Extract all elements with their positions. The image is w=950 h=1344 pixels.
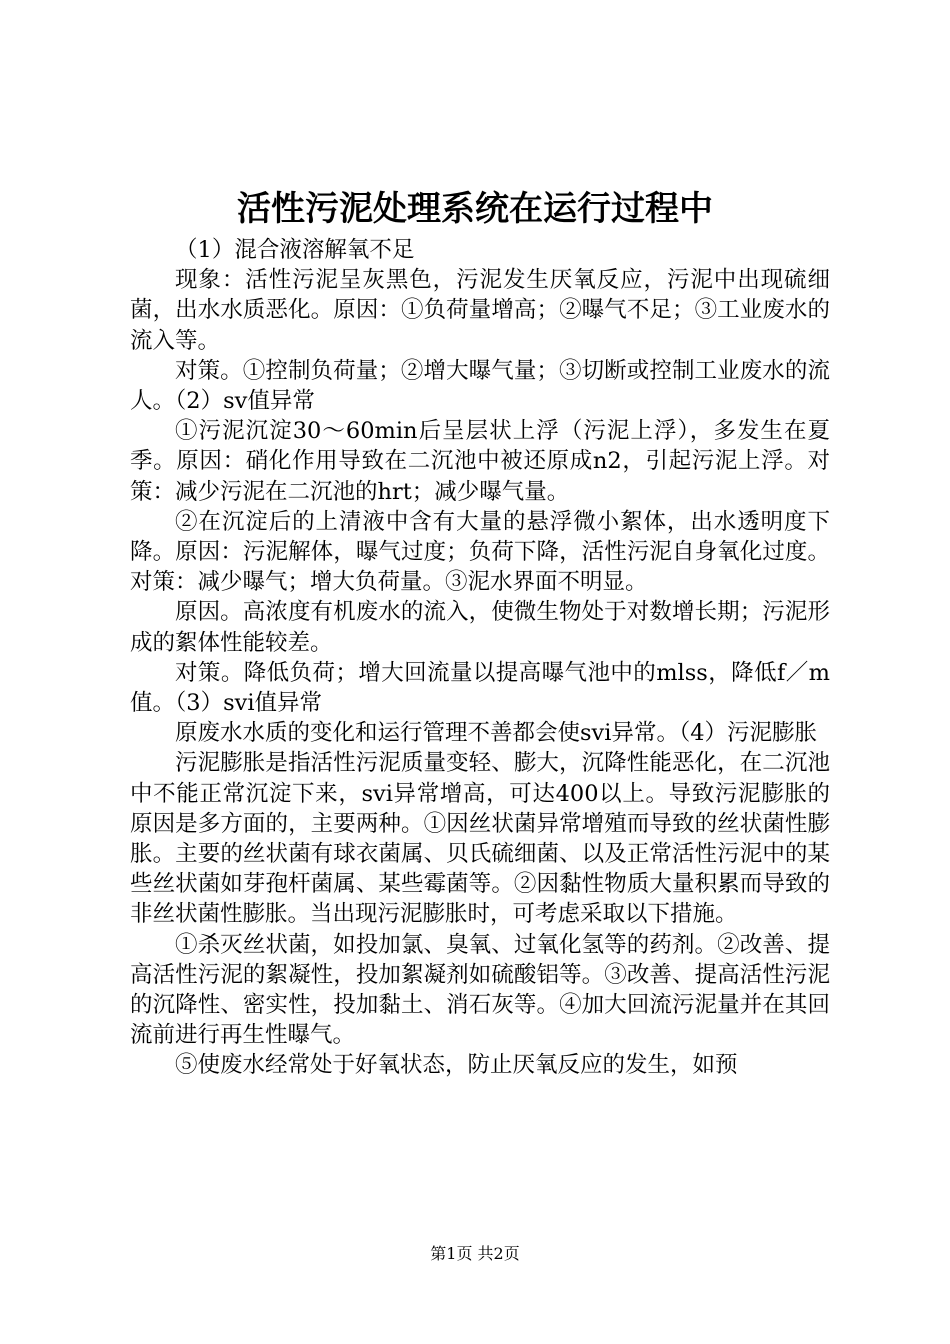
page-number: 第1页 共2页 xyxy=(430,1244,520,1263)
paragraph: 对策。①控制负荷量；②增大曝气量；③切断或控制工业废水的流人。（2）sv值异常 xyxy=(130,357,830,415)
paragraph: ①杀灭丝状菌，如投加氯、臭氧、过氧化氢等的药剂。②改善、提高活性污泥的絮凝性，投加絮凝剂如硫酸铝等。③改善、提高活性污泥的沉降性、密实性，投加黏土、消石灰等。④加大回流污泥量并在其回流前进行再生性曝气。 xyxy=(130,931,830,1049)
paragraph: 原废水水质的变化和运行管理不善都会使svi异常。（4）污泥膨胀 xyxy=(175,720,818,747)
document-title: 活性污泥处理系统在运行过程中 xyxy=(237,189,713,229)
paragraph: （1）混合液溶解氧不足 xyxy=(175,237,415,263)
paragraph: 现象：活性污泥呈灰黑色，污泥发生厌氧反应，污泥中出现硫细菌，出水水质恶化。原因：①负荷量增高；②曝气不足；③工业废水的流入等。 xyxy=(130,267,830,354)
paragraph: ⑤使废水经常处于好氧状态，防止厌氧反应的发生，如预 xyxy=(175,1052,738,1079)
paragraph: 对策。降低负荷；增大回流量以提高曝气池中的mlss，降低f／m值。（3）svi值异常 xyxy=(130,659,830,717)
document-body xyxy=(130,235,830,1081)
paragraph: ②在沉淀后的上清液中含有大量的悬浮微小絮体，出水透明度下降。原因：污泥解体，曝气过度；负荷下降，活性污泥自身氧化过度。对策：减少曝气；增大负荷量。③泥水界面不明显。 xyxy=(130,508,830,596)
paragraph: 原因。高浓度有机废水的流入，使微生物处于对数增长期；污泥形成的絮体性能较差。 xyxy=(130,599,830,656)
paragraph: ①污泥沉淀30～60min后呈层状上浮（污泥上浮），多发生在夏季。原因：硝化作用导致在二沉池中被还原成n2，引起污泥上浮。对策：减少污泥在二沉池的hrt；减少曝气量。 xyxy=(130,418,830,505)
paragraph: 污泥膨胀是指活性污泥质量变轻、膨大，沉降性能恶化，在二沉池中不能正常沉淀下来，svi异常增高，可达400以上。导致污泥膨胀的原因是多方面的，主要两种。①因丝状菌异常增殖而导致的丝状菌性膨胀。主要的丝状菌有球衣菌属、贝氏硫细菌、以及正常活性污泥中的某些丝状菌如芽孢杆菌属、某些霉菌等。②因黏性物质大量积累而导致的非丝状菌性膨胀。当出现污泥膨胀时，可考虑采取以下措施。 xyxy=(130,750,830,928)
